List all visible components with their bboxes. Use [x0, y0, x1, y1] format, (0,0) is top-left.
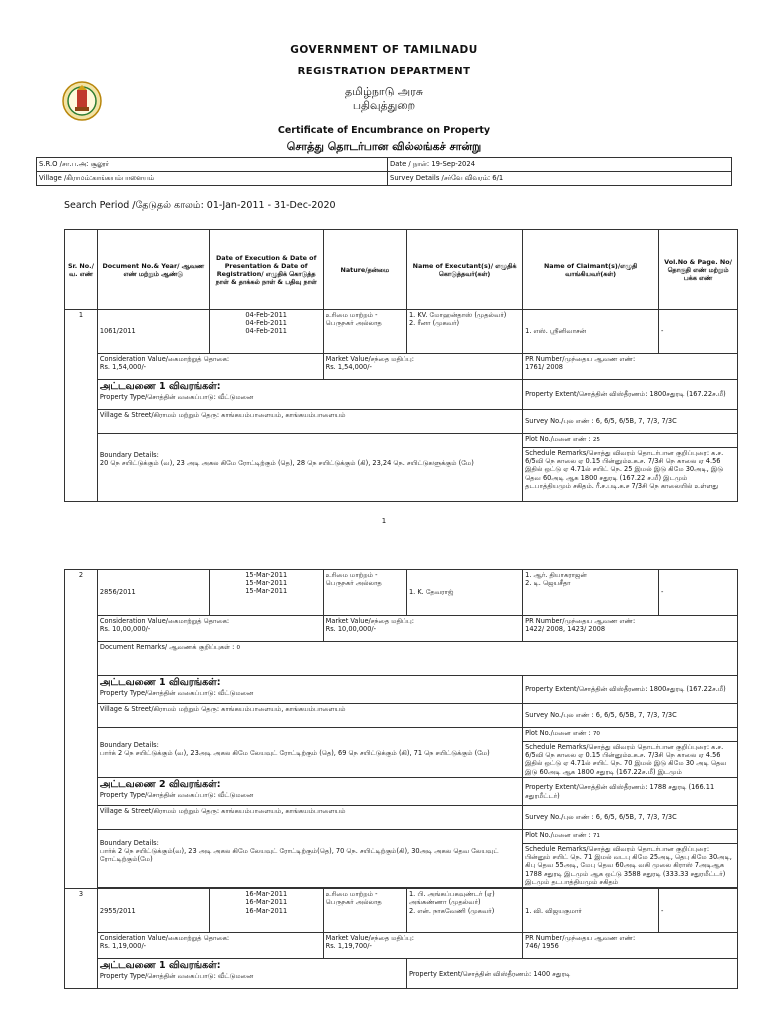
- survey-no-cell: Survey No./புல எண் : 6, 6/5, 6/5B, 7, 7/3, 7/3C: [523, 806, 738, 830]
- schedule-cell: அட்டவணை 2 விவரங்கள்: Property Type/சொத்தின் வகைப்பாடு: வீட்டுமனை: [97, 778, 522, 806]
- schedule-row: [65, 676, 738, 704]
- pr-cell: PR Number/முந்தைய ஆவண எண்: 746/ 1956: [523, 933, 738, 959]
- vol-cell: -: [659, 570, 738, 616]
- sro-cell: S.R.O /சா.ப.அ: சூலூர்: [37, 158, 388, 172]
- village-row: [65, 806, 738, 830]
- table-row: [65, 570, 738, 616]
- executant-cell: 1. K. தேவராஜ்: [406, 570, 522, 616]
- value-row: [65, 354, 738, 380]
- village-street-cell: Village & Street/கிராமம் மற்றும் தெரு: காங்கயம்பாளையம், காங்கயம்பாளையம்: [97, 806, 522, 830]
- plot-row: [65, 830, 738, 844]
- village-row: [65, 704, 738, 728]
- plot-cell: Plot No./மனை எண் : 25: [523, 434, 738, 448]
- schedule-row: [65, 959, 738, 989]
- vol-cell: -: [659, 889, 738, 933]
- survey-no-cell: Survey No./புல எண் : 6, 6/5, 6/5B, 7, 7/3, 7/3C: [523, 410, 738, 434]
- date-cell: Date / நாள்: 19-Sep-2024: [388, 158, 732, 172]
- value-row: [65, 933, 738, 959]
- value-row: [65, 616, 738, 642]
- remarks-cell: Schedule Remarks/சொத்து விவரம் தொடர்பான குறிப்புரை: பின்னும் சயிட் நெ. 71 இமல் வடபு கிமே 25அடி, தெபு கிமே 30அடி, கிபு தெவ 55அடி, மேபு தெவ 60அடி வகி முலை கிராஸ் 7அடிஆக 1788 சதுரடி இடமும் ஆக ஒட்டு 3588 சதுரடி (333.33 சதுரமீட்டர்) இடமும் தடபாத்தியமும் சகிதம்: [523, 844, 738, 888]
- nature-cell: உரிமை மாற்றம் - பெருநகர் அல்லாத: [323, 570, 406, 616]
- consideration-cell: Consideration Value/கைமாற்றுத் தொகை: Rs. 1,54,000/-: [97, 354, 323, 380]
- village-street-cell: Village & Street/கிராமம் மற்றும் தெரு: காங்கயம்பாளையம், காங்கயம்பாளையம்: [97, 704, 522, 728]
- claimant-cell: 1. எஸ். ஸ்ரீனிவாசன்: [523, 310, 659, 354]
- table-row: [65, 889, 738, 933]
- header-government: GOVERNMENT OF TAMILNADU: [290, 44, 478, 56]
- meta-table: [36, 157, 732, 186]
- remarks-cell: Schedule Remarks/சொத்து விவரம் தொடர்பான குறிப்புரை: க.ச. 6/5வி நெ காலை ஏ 0.15 பின்னும்உக.ச. 7/3சி நெ காலை ஏ 4.56 இதில் ஒட்டு ஏ 4.71ல் சயிட் நெ. 25 இமல் இடு கிமே 30அடி, இடு தெவ 60அடி ஆக 1800 சதுரடி (167.22 ச.மீ) இடமும் தடபாத்தியமும் சகிதம். ரீ.ச.படி.க.ச 7/3சி நெ காலையில் உள்ளது: [523, 448, 738, 502]
- col-vol: Vol.No & Page. No/ தொகுதி எண் மற்றும் பக்க எண்: [659, 230, 738, 310]
- boundary-cell: Boundary Details: பார்க் 2 நெ சயிட்டுக்கும் (வ), 23அடி அகல கிமே லேயவுட் ரோட்டிற்கும் (தெ), 69 நெ சயிட்டுக்கும் (கி), 71 நெ சயிட்டுக்கும் (மே): [97, 728, 522, 778]
- table-row: [65, 310, 738, 354]
- village-row: [65, 410, 738, 434]
- doc-cell: 2856/2011: [97, 570, 209, 616]
- consideration-cell: Consideration Value/கைமாற்றுத் தொகை: Rs. 1,19,000/-: [97, 933, 323, 959]
- village-cell: Village /கிராமம்:காங்கயம்பாளையம்: [37, 172, 388, 186]
- schedule-row: [65, 778, 738, 806]
- survey-cell: Survey Details /சர்வே விவரம்: 6/1: [388, 172, 732, 186]
- certificate-title: Certificate of Encumbrance on Property: [277, 125, 491, 136]
- plot-row: [65, 434, 738, 448]
- col-nature: Nature/தன்மை: [323, 230, 406, 310]
- extent-cell: Property Extent/சொத்தின் விஸ்தீரணம்: 1788 சதுரடி (166.11 சதுரமீட்டர்): [523, 778, 738, 806]
- page-number: 1: [381, 517, 387, 525]
- certificate-title-ta: சொத்து தொடர்பான வில்லங்கச் சான்று: [286, 140, 482, 153]
- col-claimant: Name of Claimant(s)/எழுதி வாங்கியவர்(கள்): [523, 230, 659, 310]
- executant-cell: 1. பி. அங்கப்பகவுண்டர் (ஏ) அங்கண்ணா (முதல்வர்) 2. என். நாகவேணி (முகவர்): [406, 889, 522, 933]
- doc-cell: 1061/2011: [97, 310, 209, 354]
- village-street-cell: Village & Street/கிராமம் மற்றும் தெரு: காங்கயம்பாளையம், காங்கயம்பாளையம்: [97, 410, 522, 434]
- header-government-ta: தமிழ்நாடு அரசு: [344, 85, 424, 98]
- table-header-row: [65, 230, 738, 310]
- header-department: REGISTRATION DEPARTMENT: [297, 66, 471, 77]
- schedule-cell: அட்டவணை 1 விவரங்கள்: Property Type/சொத்தின் வகைப்பாடு: வீட்டுமனை: [97, 676, 522, 704]
- plot-row: [65, 728, 738, 742]
- col-executant: Name of Executant(s)/ எழுதிக் கொடுத்தவர்(கள்): [406, 230, 522, 310]
- encumbrance-table-1: [64, 229, 738, 502]
- market-cell: Market Value/சந்தை மதிப்பு: Rs. 10,00,000/-: [323, 616, 522, 642]
- doc-cell: 2955/2011: [97, 889, 209, 933]
- remarks-cell: Schedule Remarks/சொத்து விவரம் தொடர்பான குறிப்புரை: க.ச. 6/5வி நெ காலை ஏ 0.15 பின்னும்உக.ச. 7/3சி நெ காலை ஏ 4.56 இதில் ஒட்டு ஏ 4.71ல் சயிட் நெ. 70 இமல் இடு கிமே 30 அடி தெவ இடு 60அடி ஆக 1800 சதுரடி (167.22ச.மீ) இடமும்: [523, 742, 738, 778]
- dates-cell: 16-Mar-2011 16-Mar-2011 16-Mar-2011: [209, 889, 323, 933]
- market-cell: Market Value/சந்தை மதிப்பு: Rs. 1,19,700/-: [323, 933, 522, 959]
- header-department-ta: பதிவுத்துறை: [352, 99, 416, 112]
- schedule-cell: அட்டவணை 1 விவரங்கள்: Property Type/சொத்தின் வகைப்பாடு: வீட்டுமனை: [97, 959, 406, 989]
- extent-cell: Property Extent/சொத்தின் விஸ்தீரணம்: 1800சதுரடி (167.22ச.மீ): [523, 380, 738, 410]
- boundary-cell: Boundary Details: பார்க் 2 நெ சயிட்டுக்கும்(வ), 23 அடி அகல கிமே லேயவுட் ரோட்டிற்கும்(தெ), 70 நெ. சயிட்டிற்கும்(கி), 30அடி அகல தெவ லேயவுட் ரோட்டிற்கும்(மே): [97, 830, 522, 888]
- boundary-cell: Boundary Details: 20 நெ சயிட்டுக்கும் (வ), 23 அடி அகல கிமே ரோட்டிற்கும் (தெ), 28 நெ சயிட்டுக்கும் (கி), 23,24 நெ. சயிட்டுகளுக்கும் (மே): [97, 434, 522, 502]
- col-doc: Document No.& Year/ ஆவண எண் மற்றும் ஆண்டு: [97, 230, 209, 310]
- extent-cell: Property Extent/சொத்தின் விஸ்தீரணம்: 1400 சதுரடி: [406, 959, 737, 989]
- pr-cell: PR Number/முந்தைய ஆவண எண்: 1422/ 2008, 1423/ 2008: [523, 616, 738, 642]
- extent-cell: Property Extent/சொத்தின் விஸ்தீரணம்: 1800சதுரடி (167.22ச.மீ): [523, 676, 738, 704]
- nature-cell: உரிமை மாற்றம் - பெருநகர் அல்லாத: [323, 889, 406, 933]
- claimant-cell: 1. வி. விஜயகுமார்: [523, 889, 659, 933]
- encumbrance-table-2: [64, 569, 738, 989]
- doc-remarks-cell: Document Remarks/ ஆவணக் குறிப்புகள் : 0: [97, 642, 737, 676]
- col-date: Date of Execution & Date of Presentation & Date of Registration/ எழுதிக் கொடுத்த நாள் & தாக்கல் நாள் & பதிவு நாள்: [209, 230, 323, 310]
- consideration-cell: Consideration Value/கைமாற்றுத் தொகை: Rs. 10,00,000/-: [97, 616, 323, 642]
- dates-cell: 04-Feb-2011 04-Feb-2011 04-Feb-2011: [209, 310, 323, 354]
- pr-cell: PR Number/முந்தைய ஆவண எண்: 1761/ 2008: [523, 354, 738, 380]
- executant-cell: 1. KV. மோஹன்தாஸ் (முதல்வர்) 2. ரீனா (முகவர்): [406, 310, 522, 354]
- plot-cell: Plot No./மனை எண் : 70: [523, 728, 738, 742]
- sno-cell: 1: [65, 310, 98, 502]
- search-period: Search Period /தேடுதல் காலம்: 01-Jan-2011 - 31-Dec-2020: [64, 200, 336, 211]
- col-sno: Sr. No./வ. எண்: [65, 230, 98, 310]
- claimant-cell: 1. ஆர். தியாகராஜன் 2. டி. ஜெயசீதா: [523, 570, 659, 616]
- doc-remarks-row: [65, 642, 738, 676]
- vol-cell: -: [659, 310, 738, 354]
- nature-cell: உரிமை மாற்றம் - பெருநகர் அல்லாத: [323, 310, 406, 354]
- sno-cell: 2: [65, 570, 98, 889]
- schedule-row: [65, 380, 738, 410]
- dates-cell: 15-Mar-2011 15-Mar-2011 15-Mar-2011: [209, 570, 323, 616]
- survey-no-cell: Survey No./புல எண் : 6, 6/5, 6/5B, 7, 7/3, 7/3C: [523, 704, 738, 728]
- schedule-cell: அட்டவணை 1 விவரங்கள்: Property Type/சொத்தின் வகைப்பாடு: வீட்டுமனை: [97, 380, 522, 410]
- plot-cell: Plot No./மனை எண் : 71: [523, 830, 738, 844]
- sno-cell: 3: [65, 889, 98, 989]
- market-cell: Market Value/சந்தை மதிப்பு: Rs. 1,54,000/-: [323, 354, 522, 380]
